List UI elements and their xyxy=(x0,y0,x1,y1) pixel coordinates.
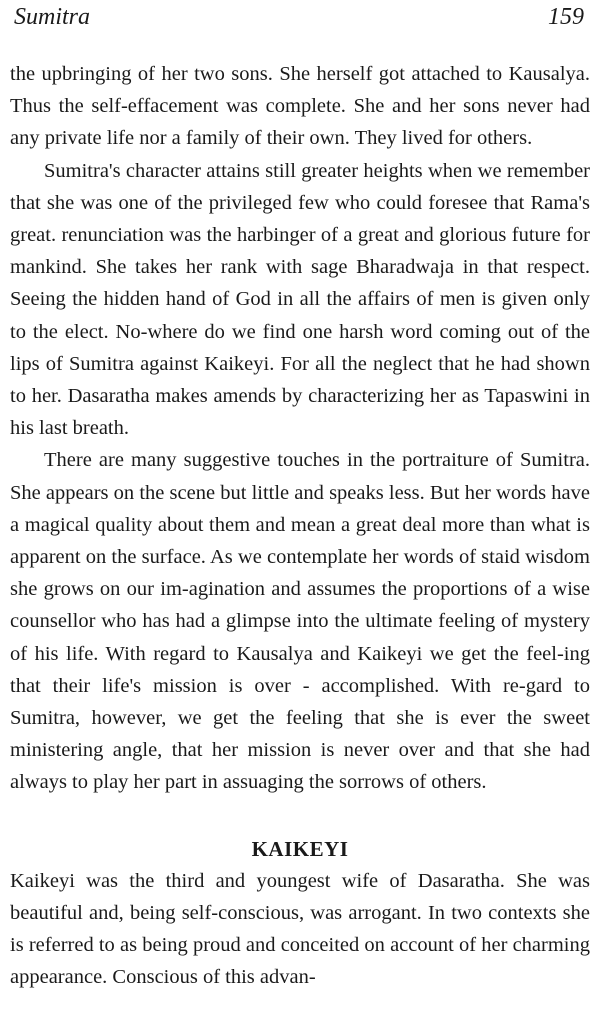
paragraph-continuation: the upbringing of her two sons. She herself got attached to Kausalya. Thus the self-effacement was complete. She and her sons never had any private life nor a family of their own. They lived for others. xyxy=(10,63,590,150)
section-heading-kaikeyi: KAIKEYI xyxy=(251,836,349,861)
paragraph-portraiture: There are many suggestive touches in the portraiture of Sumitra. She appears on the scene but little and speaks less. But her words have a magical quality about them and mean a great deal more than what is apparent on the surface. As we contemplate her words of staid wisdom she grows on our im-agination and assumes the proportions of a wise counsellor who has had a glimpse into the ultimate feeling of mystery of his life. With regard to Kausalya and Kaikeyi we get the feel-ing that their life's mission is over - accomplished. With re-gard to Sumitra, however, we get the feeling that she is ever the sweet ministering angle, that her mission is never over and that she had always to play her part in assuaging the sorrows of others. xyxy=(10,449,590,794)
running-title: Sumitra xyxy=(14,4,91,30)
page-header xyxy=(0,0,600,40)
paragraph-kaikeyi-intro: Kaikeyi was the third and youngest wife of Dasaratha. She was beautiful and, being self-conscious, was arrogant. In two contexts she is referred to as being proud and conceited on account of her charming appearance. Conscious of this advan- xyxy=(10,869,590,989)
body-text xyxy=(10,58,590,993)
paragraph-character-heights: Sumitra's character attains still greater heights when we remember that she was one of the privileged few who could foresee that Rama's great. renunciation was the harbinger of a great and glorious future for mankind. She takes her rank with sage Bharadwaja in that respect. Seeing the hidden hand of God in all the affairs of men is given only to the elect. No-where do we find one harsh word coming out of the lips of Sumitra against Kaikeyi. For all the neglect that he had shown to her. Dasaratha makes amends by characterizing her as Tapaswini in his last breath. xyxy=(10,159,590,440)
page-number: 159 xyxy=(548,4,584,30)
